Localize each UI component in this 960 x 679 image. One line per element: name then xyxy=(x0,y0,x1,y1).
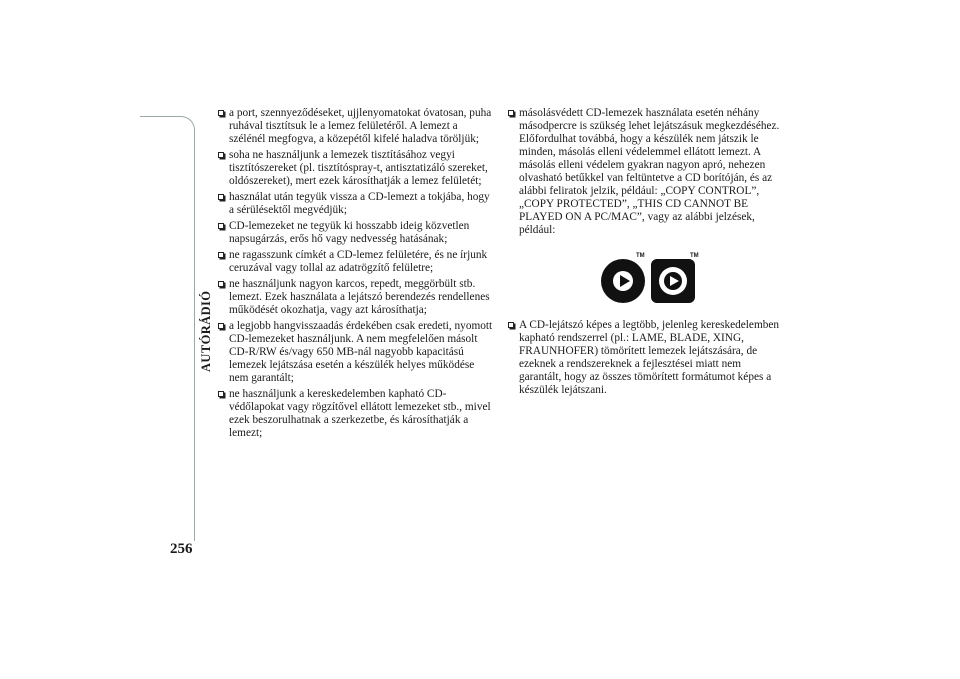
bullet-icon xyxy=(218,323,224,329)
trademark-mark: TM xyxy=(690,253,699,259)
list-item: ne használjunk nagyon karcos, repedt, meggörbült stb. lemezt. Ezek használata a lejátszó berendezés rendellenes működését okozhatja, vagy azt károsíthatja; xyxy=(218,278,494,317)
list-item: A CD-lejátszó képes a legtöbb, jelenleg kereskedelemben kapható rendszerrel (pl.: LAME, BLADE, XING, FRAUNHOFER) tömörített lemezek lejátszására, de ezeknek a rendszereknek a fejlesztései miatt nem garantált, hogy az összes tömörített formátumot képes a készülék lejátszani. xyxy=(508,319,784,397)
section-label: AUTÓRÁDIÓ xyxy=(199,290,213,372)
list-item: másolásvédett CD-lemezek használata esetén néhány másodpercre is szükség lehet lejátszásuk megkezdéséhez. Előfordulhat továbbá, hogy a készülék nem játszik le minden, másolás elleni védelemmel ellátott lemezt. A másolás elleni védelem gyakran nagyon apró, nehezen olvasható betűkkel van feltüntetve a CD borítóján, és az alábbi feliratok jelzik, például: „COPY CONTROL”, „COPY PROTECTED”, „THIS CD CANNOT BE PLAYED ON A PC/MAC”, vagy az alábbi jelzések, például: xyxy=(508,107,784,237)
list-item: ne használjunk a kereskedelemben kapható CD-védőlapokat vagy rögzítővel ellátott lemezeket stb., mivel ezek beszorulhatnak a szerkezetbe, és károsíthatják a lemezt; xyxy=(218,388,494,440)
bullet-icon xyxy=(218,223,224,229)
list-item: soha ne használjunk a lemezek tisztításához vegyi tisztítószereket (pl. tisztítóspray-t, antisztatizáló szereket, oldószereket), mert ezek károsíthatják a lemez felületét; xyxy=(218,149,494,188)
bullet-icon xyxy=(218,194,224,200)
bullet-icon xyxy=(218,110,224,116)
bullet-icon xyxy=(218,391,224,397)
margin-border xyxy=(140,116,195,541)
copy-protection-logo-circle xyxy=(598,253,648,308)
list-item: a port, szennyeződéseket, ujjlenyomatokat óvatosan, puha ruhával tisztítsuk le a lemez felületéről. A lemezt a szélénél megfogva, a közepétől kifelé haladva töröljük; xyxy=(218,107,494,146)
bullet-icon xyxy=(508,110,514,116)
copy-protection-logos xyxy=(508,251,784,311)
right-column xyxy=(508,107,784,400)
bullet-icon xyxy=(218,152,224,158)
bullet-icon xyxy=(218,281,224,287)
list-item: a legjobb hangvisszaadás érdekében csak eredeti, nyomott CD-lemezeket használjunk. A nem megfelelően másolt CD-R/RW és/vagy 650 MB-nál nagyobb kapacitású lemezek lejátszása esetén a készülék helyes működése nem garantált; xyxy=(218,320,494,385)
copy-protection-logo-square xyxy=(648,253,698,308)
bullet-icon xyxy=(218,252,224,258)
page-number: 256 xyxy=(170,541,193,557)
list-item: használat után tegyük vissza a CD-lemezt a tokjába, hogy a sérülésektől megvédjük; xyxy=(218,191,494,217)
list-item: CD-lemezeket ne tegyük ki hosszabb ideig közvetlen napsugárzás, erős hő vagy nedvesség hatásának; xyxy=(218,220,494,246)
list-item: ne ragasszunk címkét a CD-lemez felületére, és ne írjunk ceruzával vagy tollal az adatrögzítő felületre; xyxy=(218,249,494,275)
left-column xyxy=(218,107,494,443)
trademark-mark: TM xyxy=(636,253,645,259)
bullet-icon xyxy=(508,322,514,328)
